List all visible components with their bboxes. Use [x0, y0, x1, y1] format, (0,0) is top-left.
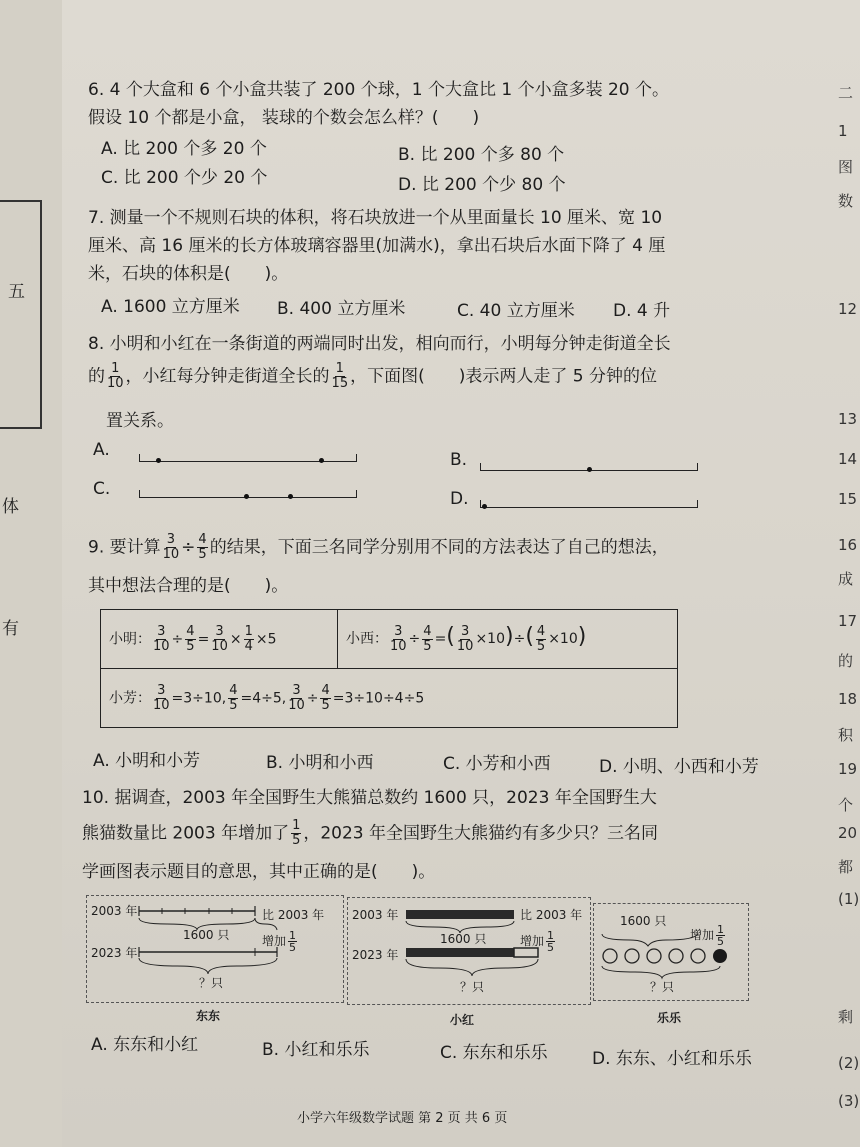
line-end [697, 500, 698, 508]
fraction [390, 625, 407, 654]
xiaohong-position [319, 458, 324, 463]
edge-text: 18 [838, 690, 858, 708]
unknown-count: ？只 [460, 980, 485, 994]
q7-line3: 米，石块的体积是( )。 [88, 264, 289, 284]
numerator: 3 [166, 532, 176, 547]
fraction [320, 684, 330, 713]
unknown-count: ？只 [199, 976, 224, 990]
numerator: 1 [335, 361, 344, 376]
margin-char-wu: 五 [8, 282, 25, 302]
denominator: 4 [244, 638, 253, 654]
q9-option-b: B. 小明和小西 [266, 753, 374, 773]
q9-option-c: C. 小芳和小西 [443, 754, 551, 774]
edge-text: 都 [838, 858, 854, 876]
q8-fraction-1 [107, 362, 124, 391]
line-end [356, 490, 357, 498]
edge-text: 图 [838, 158, 854, 176]
edge-text: 13 [838, 410, 858, 428]
edge-text: 积 [838, 726, 854, 744]
expression: =3÷10÷4÷5 [332, 690, 425, 706]
dongdong-label: 东东 [196, 1009, 221, 1023]
denominator: 10 [153, 697, 170, 713]
denominator: 10 [107, 376, 124, 391]
denominator: 10 [153, 638, 170, 654]
increase-text: 增加 [262, 934, 287, 948]
line-end [356, 454, 357, 462]
margin-char-you: 有 [2, 619, 19, 639]
q9-line1 [88, 533, 669, 562]
edge-text: 数 [838, 192, 854, 210]
denominator: 5 [547, 941, 555, 954]
denominator: 5 [717, 935, 725, 948]
q9-line2: 其中想法合理的是( )。 [88, 576, 289, 596]
q9-text: 的结果，下面三名同学分别用不同的方法表达了自己的想法， [209, 537, 669, 558]
fraction [288, 684, 305, 713]
q7-line1: 7. 测量一个不规则石块的体积，将石块放进一个从里面量长 10 厘米、宽 10 [88, 208, 663, 228]
q9-fraction-a [163, 533, 180, 562]
denominator: 5 [289, 941, 297, 954]
next-page-edge [832, 60, 860, 1147]
increase-text: 增加 [520, 934, 545, 948]
left-margin [0, 0, 62, 1147]
q10-line1: 10. 据调查，2003 年全国野生大熊猫总数约 1600 只，2023 年全国野生大 [82, 788, 657, 808]
margin-char-ti: 体 [2, 497, 19, 517]
fraction [153, 684, 170, 713]
q8-option-c-line [140, 497, 356, 498]
q7-option-c: C. 40 立方厘米 [457, 301, 575, 321]
denominator: 10 [211, 638, 228, 654]
q10-option-c: C. 东东和乐乐 [440, 1043, 548, 1063]
label-2023: 2023 年 [91, 946, 138, 960]
numerator: 4 [536, 623, 546, 639]
edge-text: 15 [838, 490, 858, 508]
denominator: 5 [229, 697, 238, 713]
compare-2003: 比 2003 年 [262, 908, 325, 922]
edge-text: 16 [838, 536, 858, 554]
fraction [546, 930, 555, 953]
label-2003: 2003 年 [352, 908, 399, 922]
increase-label [520, 930, 557, 953]
edge-text: (3) [838, 1092, 860, 1110]
q7-option-d: D. 4 升 [613, 301, 671, 321]
label-2003: 2003 年 [91, 904, 138, 918]
denominator: 5 [423, 638, 432, 654]
numerator: 1 [111, 361, 120, 376]
edge-text: (2) [838, 1054, 860, 1072]
times-ten: ×10 [475, 631, 505, 648]
numerator: 1 [292, 818, 301, 833]
q8-option-a-line [140, 461, 356, 462]
lele-label: 乐乐 [657, 1011, 682, 1025]
edge-text: 20 [838, 824, 858, 842]
denominator: 10 [456, 638, 474, 654]
fraction [244, 625, 254, 654]
fraction [288, 930, 297, 953]
q8-option-d-line [481, 507, 697, 508]
edge-text: 剩 [838, 1008, 854, 1026]
denominator: 10 [288, 697, 305, 713]
q10-text: ，2023 年全国野生大熊猫约有多少只？三名同 [303, 823, 659, 844]
compare-2003: 比 2003 年 [520, 908, 583, 922]
q9-methods-table [100, 609, 678, 728]
q8-option-d-label: D. [450, 489, 469, 509]
student-name: 小明： [109, 631, 151, 647]
numerator: 4 [198, 532, 207, 547]
divide-sign: ÷ [513, 631, 526, 648]
denominator: 10 [162, 547, 180, 562]
increase-text: 增加 [690, 928, 715, 942]
q8-line1: 8. 小明和小红在一条街道的两端同时出发，相向而行，小明每分钟走街道全长 [88, 334, 671, 354]
line-end [697, 463, 698, 471]
numerator: 3 [157, 623, 166, 639]
q8-text: ，小红每分钟走街道全长的 [125, 366, 330, 387]
q9-fraction-b [197, 533, 207, 562]
q9-option-d: D. 小明、小西和小芳 [599, 757, 759, 777]
numerator: 3 [157, 682, 166, 698]
q10-fraction [291, 819, 301, 848]
edge-text: 12 [838, 300, 858, 318]
fraction [153, 625, 170, 654]
fraction [185, 625, 195, 654]
q7-option-b: B. 400 立方厘米 [277, 299, 406, 319]
q10-option-b: B. 小红和乐乐 [262, 1040, 370, 1060]
q10-text: 熊猫数量比 2003 年增加了 [82, 823, 290, 844]
denominator: 5 [198, 547, 207, 562]
xiaohong-diagram [347, 897, 591, 1005]
edge-text: 的 [838, 652, 854, 670]
q8-option-a-label: A. [93, 440, 110, 460]
page-footer: 小学六年级数学试题 第 2 页 共 6 页 [297, 1111, 508, 1126]
margin-box [0, 200, 42, 429]
divide-sign: ÷ [306, 690, 319, 706]
expression: =4÷5, [240, 690, 287, 706]
lele-diagram [593, 903, 749, 1001]
q7-line2: 厘米、高 16 厘米的长方体玻璃容器里(加满水)，拿出石块后水面下降了 4 厘 [88, 236, 666, 256]
q10-option-a: A. 东东和小红 [91, 1035, 199, 1055]
denominator: 5 [321, 697, 330, 713]
q10-line3: 学画图表示题目的意思，其中正确的是( )。 [82, 862, 436, 882]
q6-line1: 6. 4 个大盒和 6 个小盒共装了 200 个球，1 个大盒比 1 个小盒多装 20 个。 [88, 80, 670, 100]
q8-option-c-label: C. [93, 479, 111, 499]
fraction [536, 625, 546, 654]
q8-text: 的 [88, 366, 105, 387]
q6-option-b: B. 比 200 个多 80 个 [398, 145, 565, 165]
edge-text: (1) [838, 890, 860, 908]
q9-option-a: A. 小明和小芳 [93, 751, 201, 771]
q10-line2 [82, 819, 658, 848]
edge-text: 成 [838, 570, 854, 588]
count-1600: 1600 只 [183, 928, 230, 942]
line-end [139, 490, 140, 498]
q10-option-d: D. 东东、小红和乐乐 [592, 1049, 752, 1069]
denominator: 10 [390, 638, 407, 654]
line-end [480, 500, 481, 508]
xiaoming-position [244, 494, 249, 499]
fraction [228, 684, 238, 713]
xiaoming-position [156, 458, 161, 463]
q6-option-c: C. 比 200 个少 20 个 [101, 168, 268, 188]
edge-text: 17 [838, 612, 858, 630]
increase-label [262, 930, 299, 953]
numerator: 1 [289, 929, 297, 942]
q8-fraction-2 [332, 362, 349, 391]
label-2023: 2023 年 [352, 948, 399, 962]
edge-text: 14 [838, 450, 858, 468]
q7-option-a: A. 1600 立方厘米 [101, 297, 240, 317]
xiaohong-label: 小红 [450, 1013, 475, 1027]
xiaoxi-method: 小西： $\frac{3}{10}$ ÷ $\frac{4}{5}$ =( $\frac{3}{10}$ ×10)÷( $\frac{4}{5}$ ×10) [338, 610, 678, 669]
expression-tail: ×5 [255, 631, 277, 647]
edge-text: 个 [838, 796, 854, 814]
q8-line3: 置关系。 [106, 411, 174, 431]
fraction [457, 625, 474, 654]
xiaohong-position [288, 494, 293, 499]
numerator: 1 [717, 923, 725, 936]
numerator: 4 [321, 682, 330, 698]
fraction [211, 625, 228, 654]
q8-text: ，下面图( )表示两人走了 5 分钟的位 [350, 366, 657, 387]
dongdong-diagram [86, 895, 344, 1003]
denominator: 5 [292, 833, 301, 848]
numerator: 4 [229, 682, 238, 698]
numerator: 4 [186, 623, 195, 639]
divide-sign: ÷ [181, 537, 196, 558]
student-name: 小西： [346, 631, 388, 648]
edge-text: 二 [838, 84, 854, 102]
student-name: 小芳： [109, 690, 151, 706]
unknown-count: ？只 [650, 980, 675, 994]
numerator: 1 [244, 623, 253, 639]
denominator: 15 [331, 376, 349, 391]
numerator: 4 [423, 623, 432, 639]
edge-text: 1 [838, 122, 848, 140]
meeting-position [587, 467, 592, 472]
xiaofang-method [101, 669, 678, 728]
q9-text: 9. 要计算 [88, 537, 161, 558]
divide-sign: ÷ [171, 631, 184, 647]
count-1600: 1600 只 [620, 914, 667, 928]
times-ten: ×10 [548, 631, 578, 648]
line-end [139, 454, 140, 462]
numerator: 3 [394, 623, 403, 639]
q6-option-d: D. 比 200 个少 80 个 [398, 175, 566, 195]
count-1600: 1600 只 [440, 932, 487, 946]
line-end [480, 463, 481, 471]
divide-sign: ÷ [408, 631, 421, 648]
q8-option-b-line [481, 470, 697, 471]
xiaoming-position [482, 504, 487, 509]
numerator: 3 [292, 682, 301, 698]
numerator: 3 [215, 623, 224, 639]
denominator: 5 [536, 638, 546, 654]
xiaoming-method: 小明： $\frac{3}{10}$ ÷ $\frac{4}{5}$ = $\frac{3}{10}$ × $\frac{1}{4}$ ×5 [101, 610, 338, 669]
numerator: 3 [461, 623, 470, 639]
q8-option-b-label: B. [450, 450, 468, 470]
fraction [422, 625, 432, 654]
denominator: 5 [186, 638, 195, 654]
edge-text: 19 [838, 760, 858, 778]
expression: =3÷10, [171, 690, 227, 706]
q6-line2: 假设 10 个都是小盒， 装球的个数会怎么样？( ) [88, 108, 480, 128]
q6-option-a: A. 比 200 个多 20 个 [101, 139, 267, 159]
q8-line2 [88, 362, 657, 391]
numerator: 1 [547, 929, 555, 942]
